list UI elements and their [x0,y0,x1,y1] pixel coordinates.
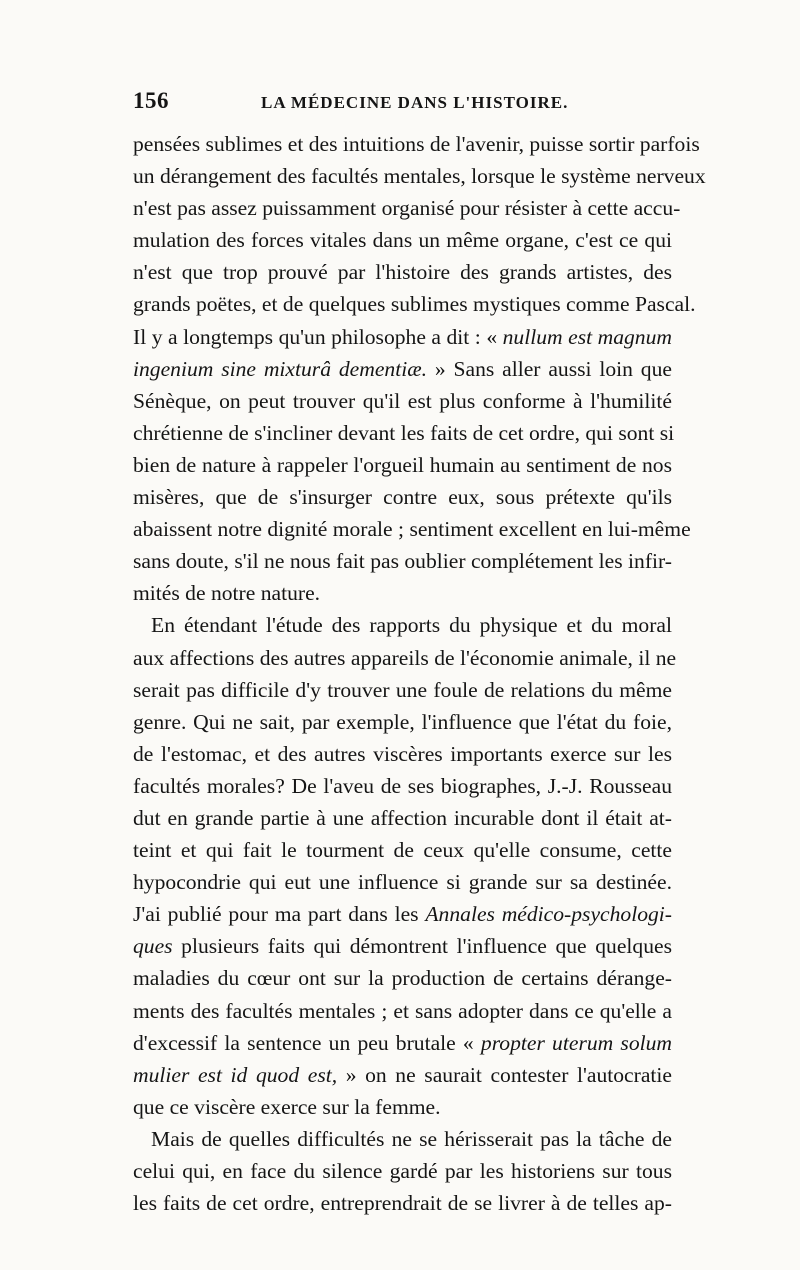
text-line: sans doute, s'il ne nous fait pas oublier complétement les infir- [133,549,672,574]
paragraph [133,1123,672,1219]
text-line: ques plusieurs faits qui démontrent l'influence que quelques [133,934,672,959]
text-line: serait pas difficile d'y trouver une foule de relations du même [133,677,672,702]
text-line: de l'estomac, et des autres viscères importants exerce sur les [133,741,672,766]
text-line: dut en grande partie à une affection incurable dont il était at- [133,805,672,830]
text-line: que ce viscère exerce sur la femme. [133,1094,441,1119]
text-line: J'ai publié pour ma part dans les Annales médico-psychologi- [133,902,672,927]
text-line: hypocondrie qui eut une influence si grande sur sa destinée. [133,870,672,895]
text-line: d'excessif la sentence un peu brutale « propter uterum solum [133,1030,673,1055]
text-line: chrétienne de s'incliner devant les faits de cet ordre, qui sont si [133,420,675,445]
text-line: mulation des forces vitales dans un même organe, c'est ce qui [133,228,672,253]
paragraph [133,609,677,1123]
italic-phrase: ingenium sine mixturâ dementiæ. [133,356,428,381]
text-line: teint et qui fait le tourment de ceux qu'elle consume, cette [133,838,672,863]
text-line: mulier est id quod est, » on ne saurait contester l'autocratie [133,1062,672,1087]
text-line: Il y a longtemps qu'un philosophe a dit : « nullum est magnum [133,324,672,349]
text-line: genre. Qui ne sait, par exemple, l'influence que l'état du foie, [133,709,672,734]
italic-phrase: Annales médico-psychologi- [425,902,672,927]
text-line: ments des facultés mentales ; et sans adopter dans ce qu'elle a [133,998,672,1023]
text-line: grands poëtes, et de quelques sublimes mystiques comme Pascal. [133,292,696,317]
page-number: 156 [133,88,169,113]
text-line: n'est que trop prouvé par l'histoire des grands artistes, des [133,260,672,285]
text-line: bien de nature à rappeler l'orgueil humain au sentiment de nos [133,452,672,477]
paragraph [133,128,706,609]
text-line: celui qui, en face du silence gardé par les historiens sur tous [133,1159,672,1183]
running-head [133,88,672,128]
text-line: maladies du cœur ont sur la production de certains dérange- [133,966,672,991]
text-line: facultés morales? De l'aveu de ses biographes, J.-J. Rousseau [133,773,672,798]
text-line: misères, que de s'insurger contre eux, sous prétexte qu'ils [133,485,672,510]
running-title: LA MÉDECINE DANS L'HISTOIRE. [261,93,569,112]
italic-phrase: mulier est id quod est, [133,1062,338,1087]
text-line: pensées sublimes et des intuitions de l'avenir, puisse sortir parfois [133,132,700,156]
text-line: les faits de cet ordre, entreprendrait de se livrer à de telles ap- [133,1191,672,1216]
body-text [133,128,706,1219]
text-line: ingenium sine mixturâ dementiæ. » Sans aller aussi loin que [133,356,672,381]
text-line: un dérangement des facultés mentales, lorsque le système nerveux [133,164,706,189]
text-line: abaissent notre dignité morale ; sentiment excellent en lui-même [133,517,691,542]
text-line: En étendant l'étude des rapports du physique et du moral [151,613,672,638]
italic-phrase: nullum est magnum [502,324,672,349]
text-line: Sénèque, on peut trouver qu'il est plus conforme à l'humilité [133,388,672,413]
text-line: n'est pas assez puissamment organisé pour résister à cette accu- [133,196,681,221]
text-line: mités de notre nature. [133,581,321,606]
italic-phrase: propter uterum solum [480,1030,673,1055]
text-line: aux affections des autres appareils de l'économie animale, il ne [133,645,677,670]
text-line: Mais de quelles difficultés ne se hérisserait pas la tâche de [151,1126,672,1151]
italic-phrase: ques [133,934,173,959]
